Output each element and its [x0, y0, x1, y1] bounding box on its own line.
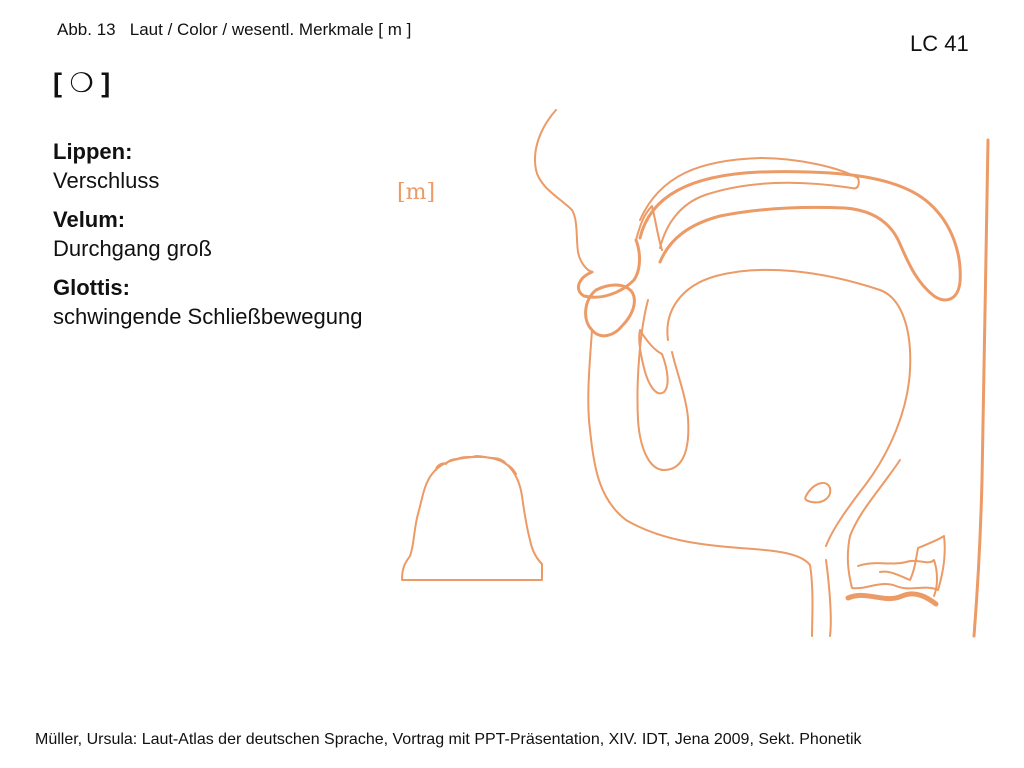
- figure-caption: Abb. 13 Laut / Color / wesentl. Merkmale [ m ]: [57, 20, 412, 39]
- lower-lip: [586, 285, 635, 336]
- feature-name: Velum:: [53, 207, 126, 232]
- lower-teeth: [639, 330, 667, 393]
- feature-value: schwingende Schließbewegung: [53, 304, 363, 329]
- feature-velum: [53, 206, 383, 265]
- nose-profile: [535, 110, 592, 272]
- feature-value: Durchgang groß: [53, 236, 212, 261]
- lip-front-view: [402, 457, 542, 580]
- vocal-tract-diagram: [380, 100, 1000, 650]
- epiglottis: [848, 460, 945, 590]
- sound-label: [m]: [397, 180, 436, 205]
- feature-name: Lippen:: [53, 139, 133, 164]
- vocal-folds: [848, 594, 936, 604]
- feature-list: [53, 138, 383, 342]
- upper-teeth: [636, 206, 662, 250]
- feature-name: Glottis:: [53, 275, 130, 300]
- feature-glottis: [53, 274, 383, 333]
- phonetic-symbol: [ ❍ ]: [53, 68, 111, 98]
- pharynx-wall: [974, 140, 988, 636]
- velum: [640, 172, 960, 300]
- trachea-front: [826, 560, 831, 636]
- mouth-floor: [637, 300, 688, 470]
- hyoid-bone: [805, 483, 830, 502]
- feature-value: Verschluss: [53, 168, 160, 193]
- tongue: [667, 270, 910, 546]
- source-credit: Müller, Ursula: Laut-Atlas der deutschen Sprache, Vortrag mit PPT-Präsentation, XIV. IDT, Jena 2009, Sekt. Phonetik: [35, 731, 862, 748]
- chin-outline: [588, 330, 812, 636]
- page-id: LC 41: [910, 31, 969, 56]
- larynx: [858, 560, 937, 596]
- feature-lips: [53, 138, 383, 197]
